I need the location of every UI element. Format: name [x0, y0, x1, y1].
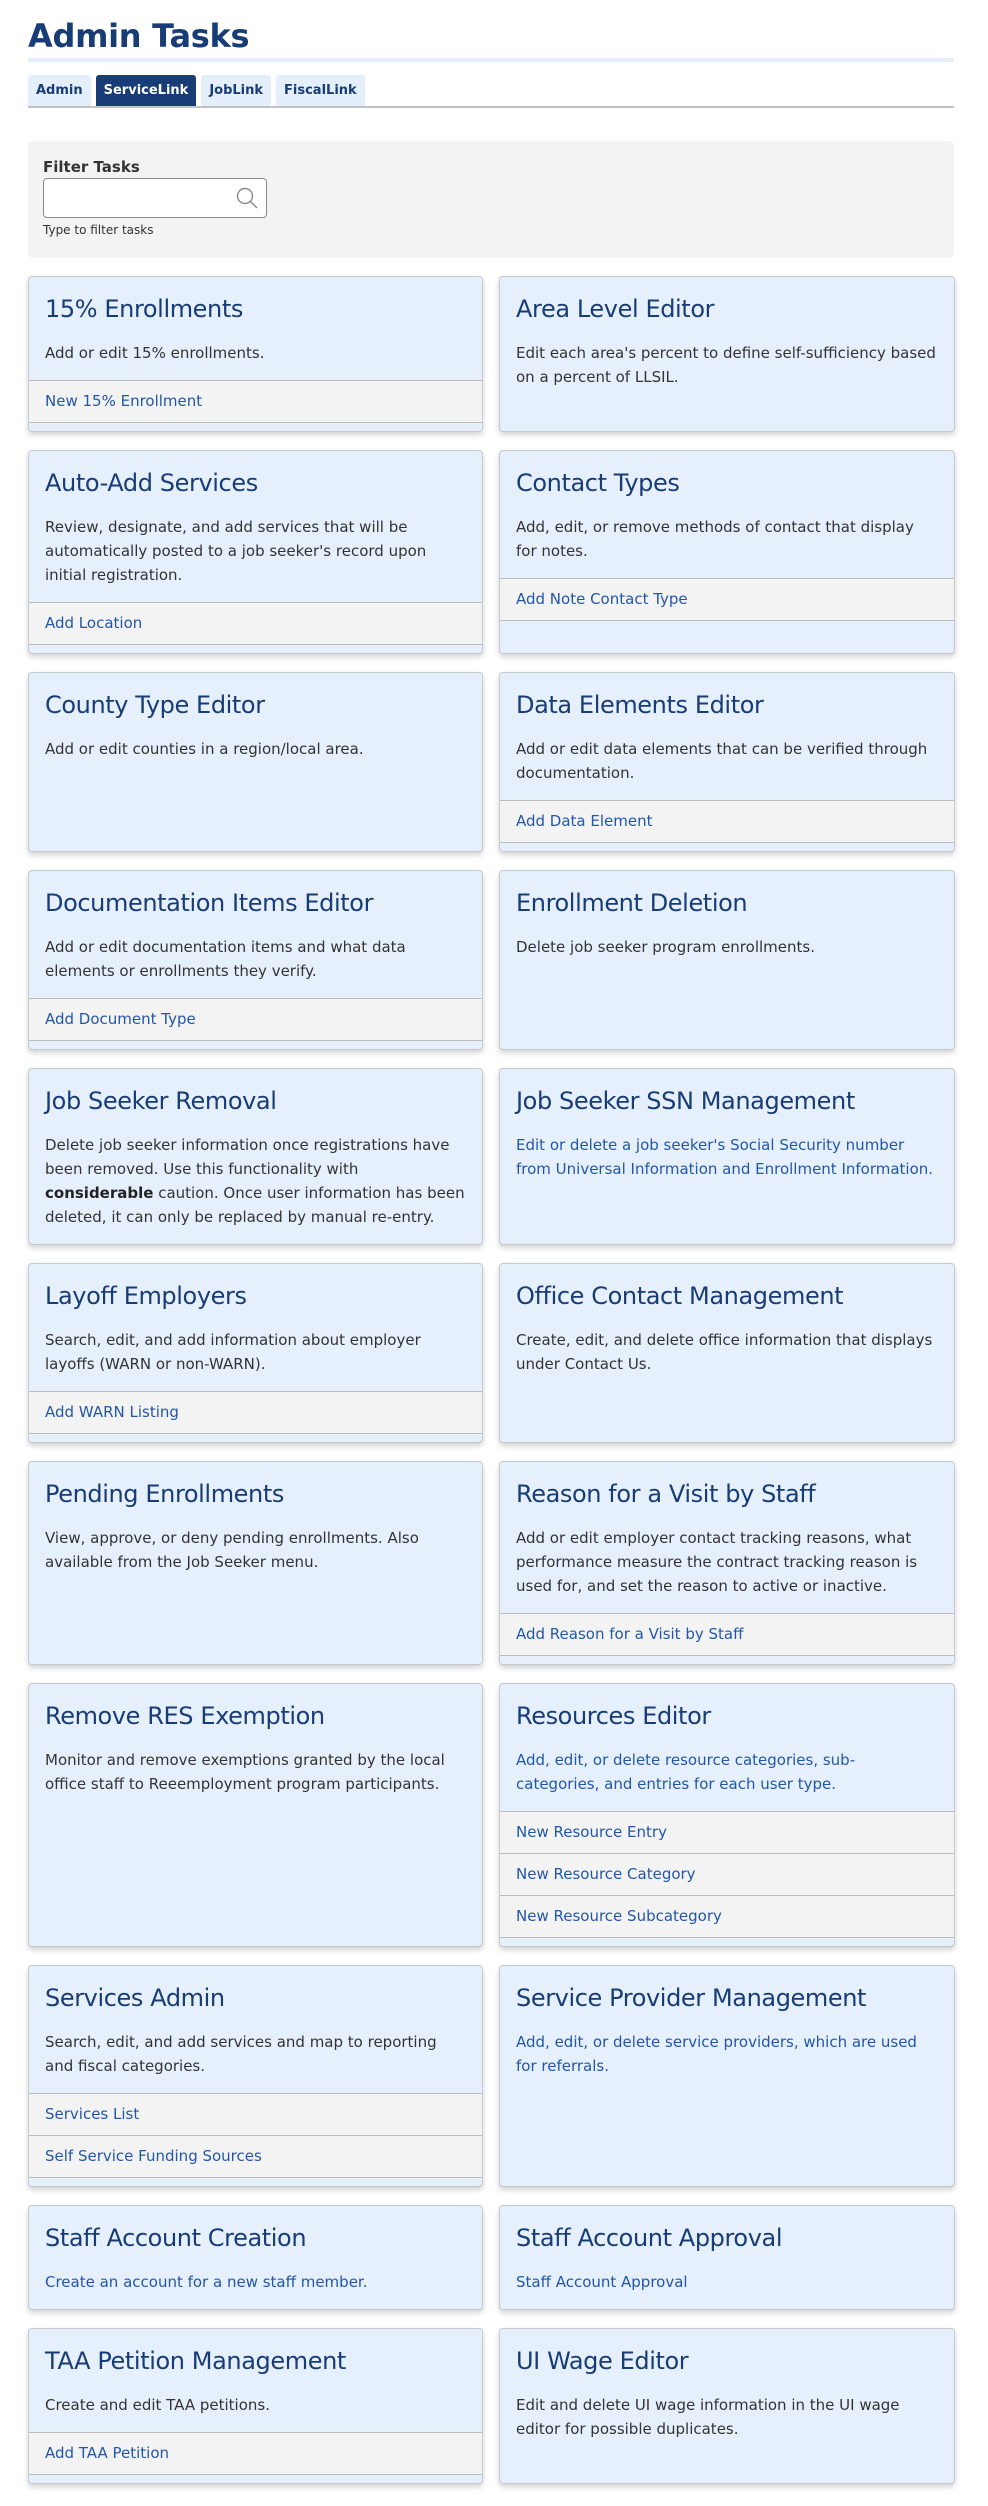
link-new-resource-subcategory[interactable]: New Resource Subcategory — [500, 1896, 954, 1938]
link-add-note-contact-type[interactable]: Add Note Contact Type — [500, 579, 954, 621]
filter-tasks-input[interactable] — [44, 179, 229, 217]
card-title: 15% Enrollments — [45, 295, 243, 323]
task-card-staff-account-approval — [499, 2205, 955, 2310]
task-card-area-level-editor — [499, 276, 955, 432]
link-new-15-enrollment[interactable]: New 15% Enrollment — [29, 381, 482, 423]
card-title: Reason for a Visit by Staff — [516, 1480, 816, 1508]
card-description: Add, edit, or remove methods of contact that display for notes. — [516, 518, 914, 560]
card-body — [500, 871, 954, 974]
card-description: Edit each area's percent to define self-sufficiency based on a percent of LLSIL. — [516, 344, 936, 386]
filter-label: Filter Tasks — [43, 158, 140, 176]
tab-fiscallink[interactable]: FiscalLink — [276, 75, 365, 106]
card-description-link[interactable]: Add, edit, or delete service providers, which are used for referrals. — [516, 2033, 917, 2075]
card-description: Edit and delete UI wage information in the UI wage editor for possible duplicates. — [516, 2396, 900, 2438]
filter-help-text: Type to filter tasks — [43, 223, 154, 237]
link-add-location[interactable]: Add Location — [29, 603, 482, 645]
card-body — [29, 1069, 482, 1244]
card-action-links — [29, 1391, 482, 1434]
task-card-staff-account-creation — [28, 2205, 483, 2310]
card-body — [29, 2206, 482, 2309]
task-card-contact-types — [499, 450, 955, 654]
card-description: View, approve, or deny pending enrollments. Also available from the Job Seeker menu. — [45, 1529, 419, 1571]
card-body — [500, 1966, 954, 2093]
card-description: Add or edit employer contact tracking reasons, what performance measure the contract tracking reason is used for, and set the reason to active or inactive. — [516, 1529, 918, 1595]
card-title: Staff Account Creation — [45, 2224, 307, 2252]
search-icon[interactable] — [235, 186, 259, 210]
link-add-document-type[interactable]: Add Document Type — [29, 999, 482, 1041]
card-title: Contact Types — [516, 469, 680, 497]
card-body — [29, 1966, 482, 2093]
task-card-job-seeker-ssn-management — [499, 1068, 955, 1245]
card-description: Create, edit, and delete office information that displays under Contact Us. — [516, 1331, 933, 1373]
task-card-job-seeker-removal — [28, 1068, 483, 1245]
card-description: Review, designate, and add services that will be automatically posted to a job seeker's record upon initial registration. — [45, 518, 427, 584]
link-add-data-element[interactable]: Add Data Element — [500, 801, 954, 843]
card-title: Job Seeker Removal — [45, 1087, 277, 1115]
card-body — [29, 451, 482, 602]
card-action-links — [29, 998, 482, 1041]
task-card-county-type-editor — [28, 672, 483, 852]
card-body — [500, 451, 954, 578]
card-title: Layoff Employers — [45, 1282, 247, 1310]
link-services-list[interactable]: Services List — [29, 2094, 482, 2136]
card-title: Remove RES Exemption — [45, 1702, 325, 1730]
card-body — [500, 673, 954, 800]
task-card-reason-for-a-visit-by-staff — [499, 1461, 955, 1665]
task-card-layoff-employers — [28, 1263, 483, 1443]
card-body — [500, 1462, 954, 1613]
card-body — [29, 1264, 482, 1391]
filter-field[interactable] — [43, 178, 267, 218]
card-title: UI Wage Editor — [516, 2347, 689, 2375]
card-description: Search, edit, and add information about employer layoffs (WARN or non-WARN). — [45, 1331, 421, 1373]
card-action-links — [500, 578, 954, 621]
card-description — [45, 1133, 466, 1229]
card-action-links — [29, 602, 482, 645]
card-description-link[interactable]: Staff Account Approval — [516, 2273, 688, 2291]
card-body — [29, 2329, 482, 2432]
link-new-resource-category[interactable]: New Resource Category — [500, 1854, 954, 1896]
card-action-links — [29, 2093, 482, 2178]
card-action-links — [500, 1811, 954, 1938]
card-body — [29, 1684, 482, 1811]
card-title: Services Admin — [45, 1984, 225, 2012]
card-description: Add or edit data elements that can be verified through documentation. — [516, 740, 928, 782]
card-body — [500, 1264, 954, 1391]
link-add-taa-petition[interactable]: Add TAA Petition — [29, 2433, 482, 2475]
title-divider — [28, 58, 954, 62]
card-title: Office Contact Management — [516, 1282, 844, 1310]
task-card-services-admin — [28, 1965, 483, 2187]
card-title: County Type Editor — [45, 691, 265, 719]
task-card-documentation-items-editor — [28, 870, 483, 1050]
card-description-text: Delete job seeker information once registrations have been removed. Use this functionality with — [45, 1136, 450, 1178]
card-description: Add or edit counties in a region/local area. — [45, 740, 364, 758]
card-description-link[interactable]: Edit or delete a job seeker's Social Security number from Universal Information and Enrollment Information. — [516, 1136, 934, 1178]
card-action-links — [500, 800, 954, 843]
card-title: Area Level Editor — [516, 295, 715, 323]
card-action-links — [29, 380, 482, 423]
card-description-text: caution. Once user information has been deleted, it can only be replaced by manual re-entry. — [45, 1184, 465, 1226]
card-title: Resources Editor — [516, 1702, 711, 1730]
card-title: Auto-Add Services — [45, 469, 258, 497]
card-body — [500, 1684, 954, 1811]
link-self-service-funding-sources[interactable]: Self Service Funding Sources — [29, 2136, 482, 2178]
card-title: Service Provider Management — [516, 1984, 867, 2012]
tab-joblink[interactable]: JobLink — [201, 75, 271, 106]
card-title: Data Elements Editor — [516, 691, 764, 719]
card-title: Pending Enrollments — [45, 1480, 284, 1508]
card-description: Monitor and remove exemptions granted by the local office staff to Reeemployment program participants. — [45, 1751, 445, 1793]
card-description: Create and edit TAA petitions. — [45, 2396, 270, 2414]
task-card-pending-enrollments — [28, 1461, 483, 1665]
card-title: Enrollment Deletion — [516, 889, 748, 917]
task-card-office-contact-management — [499, 1263, 955, 1443]
card-description: Add or edit 15% enrollments. — [45, 344, 265, 362]
filter-panel — [28, 141, 954, 258]
card-description-link[interactable]: Add, edit, or delete resource categories, sub-categories, and entries for each user type. — [516, 1751, 856, 1793]
task-card-enrollment-deletion — [499, 870, 955, 1050]
task-card-resources-editor — [499, 1683, 955, 1947]
task-card-15-enrollments — [28, 276, 483, 432]
task-card-service-provider-management — [499, 1965, 955, 2187]
card-action-links — [500, 1613, 954, 1656]
card-title: Documentation Items Editor — [45, 889, 374, 917]
card-action-links — [29, 2432, 482, 2475]
task-card-ui-wage-editor — [499, 2328, 955, 2484]
tab-servicelink[interactable]: ServiceLink — [96, 75, 197, 106]
card-body — [500, 277, 954, 404]
task-card-data-elements-editor — [499, 672, 955, 852]
card-title: Staff Account Approval — [516, 2224, 783, 2252]
card-body — [29, 673, 482, 776]
task-card-remove-res-exemption — [28, 1683, 483, 1947]
card-title: TAA Petition Management — [45, 2347, 346, 2375]
card-body — [29, 1462, 482, 1589]
card-description-emphasis: considerable — [45, 1184, 154, 1202]
link-add-warn-listing[interactable]: Add WARN Listing — [29, 1392, 482, 1434]
task-card-grid — [28, 276, 954, 2484]
card-description-link[interactable]: Create an account for a new staff member. — [45, 2273, 368, 2291]
card-body — [500, 2206, 954, 2309]
tab-admin[interactable]: Admin — [28, 75, 91, 106]
page-title: Admin Tasks — [28, 17, 250, 55]
card-body — [29, 871, 482, 998]
link-new-resource-entry[interactable]: New Resource Entry — [500, 1812, 954, 1854]
task-card-auto-add-services — [28, 450, 483, 654]
card-body — [500, 2329, 954, 2456]
link-add-reason-for-a-visit-by-staff[interactable]: Add Reason for a Visit by Staff — [500, 1614, 954, 1656]
card-body — [500, 1069, 954, 1196]
task-card-taa-petition-management — [28, 2328, 483, 2484]
card-description: Delete job seeker program enrollments. — [516, 938, 815, 956]
card-title: Job Seeker SSN Management — [516, 1087, 855, 1115]
card-description: Search, edit, and add services and map to reporting and fiscal categories. — [45, 2033, 437, 2075]
card-body — [29, 277, 482, 380]
card-description: Add or edit documentation items and what data elements or enrollments they verify. — [45, 938, 406, 980]
app-tabs — [28, 75, 954, 108]
